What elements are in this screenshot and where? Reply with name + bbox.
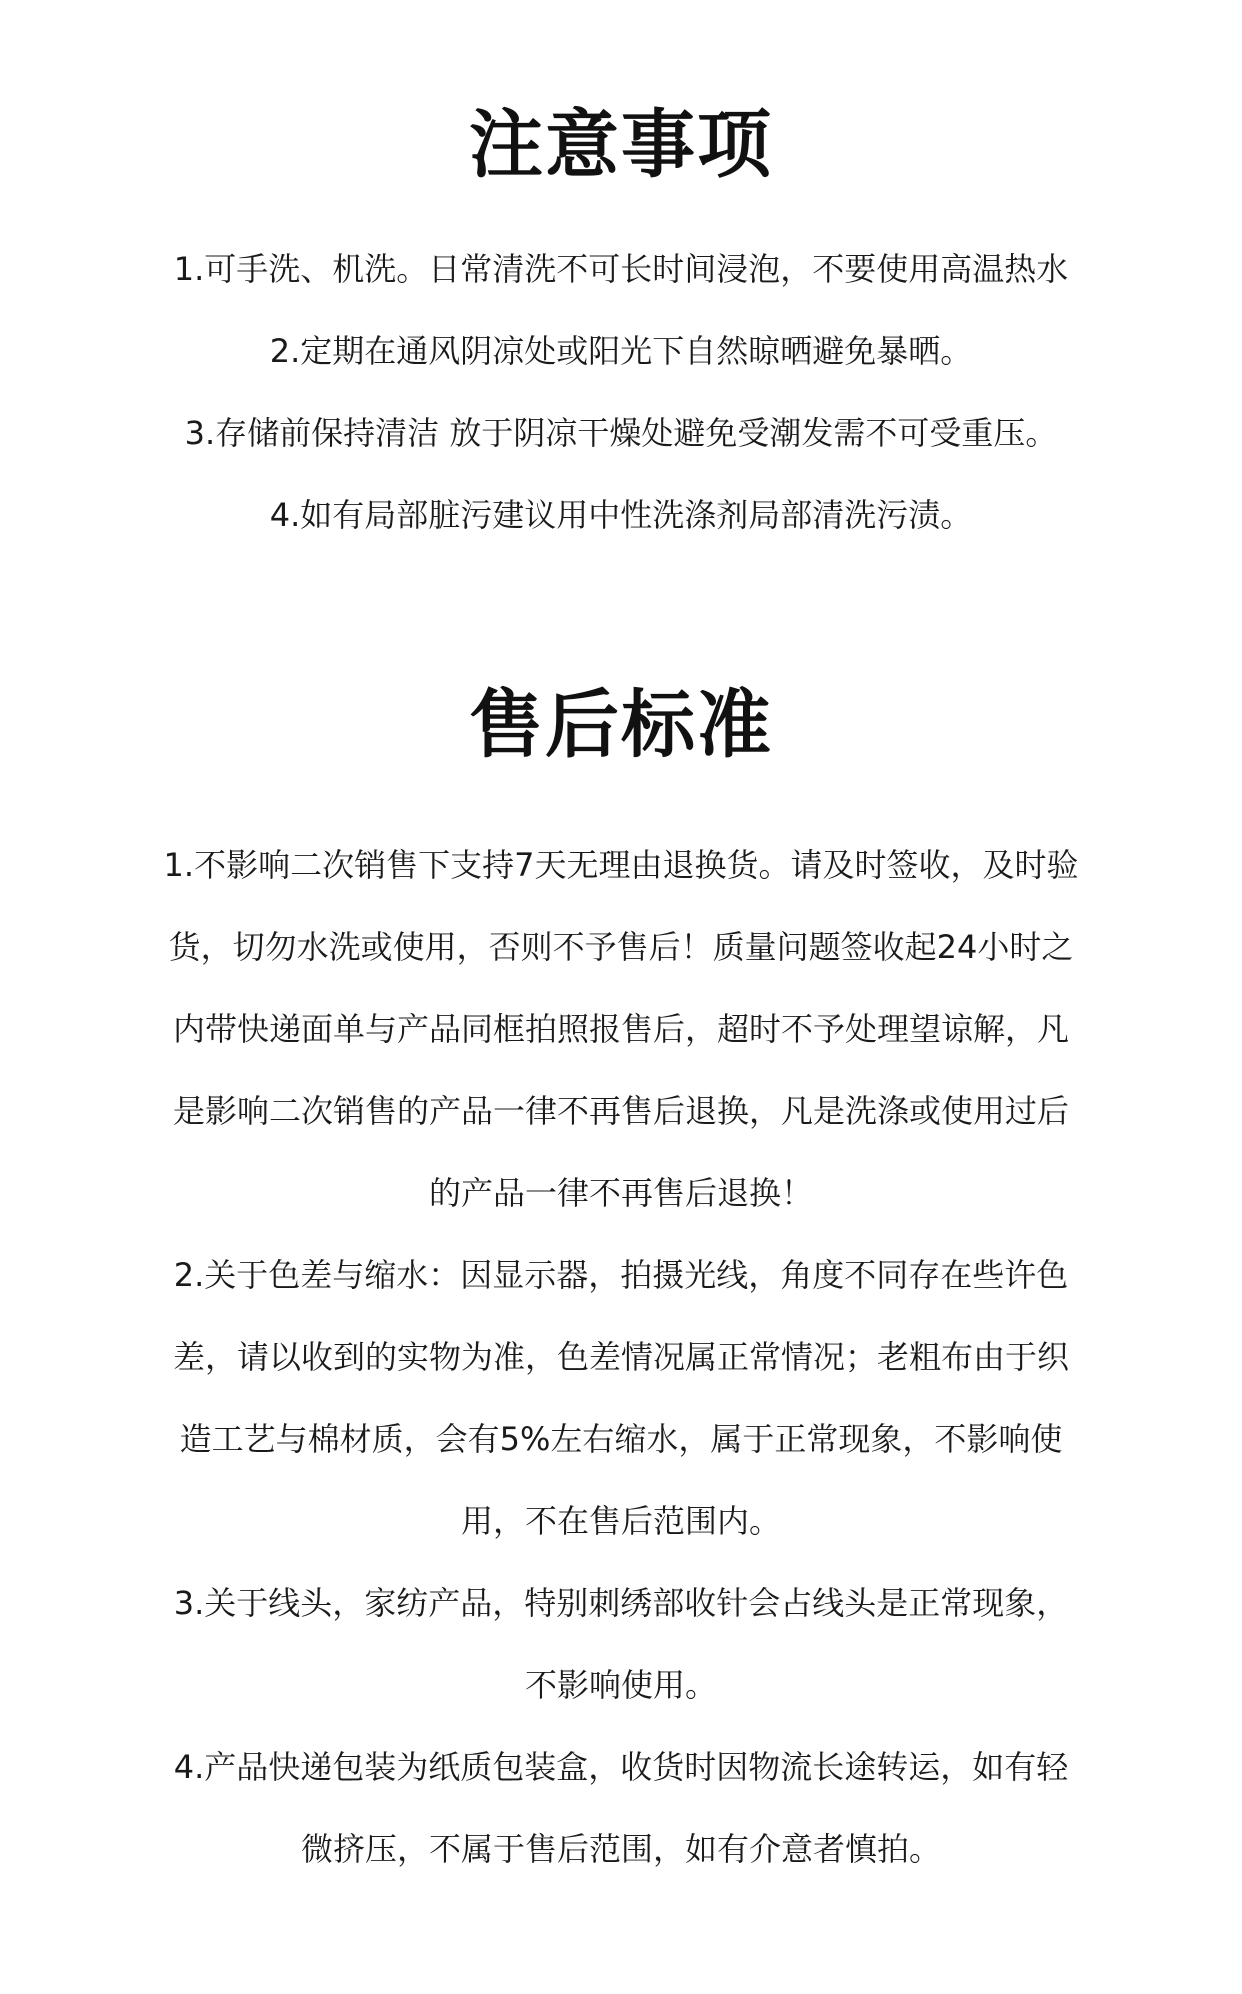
after-sales-paragraph-color-shrinkage bbox=[135, 1234, 1107, 1562]
paragraph-line: 用，不在售后范围内。 bbox=[460, 1502, 781, 1540]
paragraph-line: 微挤压，不属于售后范围，如有介意者慎拍。 bbox=[300, 1830, 941, 1868]
care-item: 4.如有局部脏污建议用中性洗涤剂局部清洗污渍。 bbox=[269, 496, 973, 534]
paragraph-line: 内带快递面单与产品同框拍照报售后，超时不予处理望谅解，凡 bbox=[172, 1010, 1069, 1048]
care-instructions-list bbox=[0, 228, 1242, 556]
care-item: 2.定期在通风阴凉处或阳光下自然晾晒避免暴晒。 bbox=[269, 332, 973, 370]
care-item: 3.存储前保持清洁 放于阴凉干燥处避免受潮发需不可受重压。 bbox=[184, 414, 1058, 452]
paragraph-line: 4.产品快递包装为纸质包装盒，收货时因物流长途转运，如有轻 bbox=[173, 1748, 1069, 1786]
paragraph-line: 3.关于线头，家纺产品，特别刺绣部收针会占线头是正常现象， bbox=[173, 1584, 1069, 1622]
care-instructions-title: 注意事项 bbox=[469, 102, 773, 188]
paragraph-line: 的产品一律不再售后退换！ bbox=[428, 1174, 813, 1212]
paragraph-line: 1.不影响二次销售下支持7天无理由退换货。请及时签收，及时验 bbox=[163, 846, 1079, 884]
after-sales-paragraph-returns bbox=[135, 824, 1107, 1234]
paragraph-line: 差，请以收到的实物为准，色差情况属正常情况；老粗布由于织 bbox=[172, 1338, 1069, 1376]
paragraph-line: 不影响使用。 bbox=[524, 1666, 717, 1704]
after-sales-paragraph-threads bbox=[135, 1562, 1107, 1726]
after-sales-title: 售后标准 bbox=[469, 682, 773, 768]
paragraph-line: 造工艺与棉材质，会有5%左右缩水，属于正常现象，不影响使 bbox=[179, 1420, 1063, 1458]
paragraph-line: 2.关于色差与缩水：因显示器，拍摄光线，角度不同存在些许色 bbox=[173, 1256, 1069, 1294]
paragraph-line: 货，切勿水洗或使用，否则不予售后！质量问题签收起24小时之 bbox=[168, 928, 1074, 966]
care-item: 1.可手洗、机洗。日常清洗不可长时间浸泡，不要使用高温热水 bbox=[173, 250, 1069, 288]
after-sales-policy bbox=[135, 824, 1107, 1890]
after-sales-paragraph-packaging bbox=[135, 1726, 1107, 1890]
paragraph-line: 是影响二次销售的产品一律不再售后退换，凡是洗涤或使用过后 bbox=[172, 1092, 1069, 1130]
